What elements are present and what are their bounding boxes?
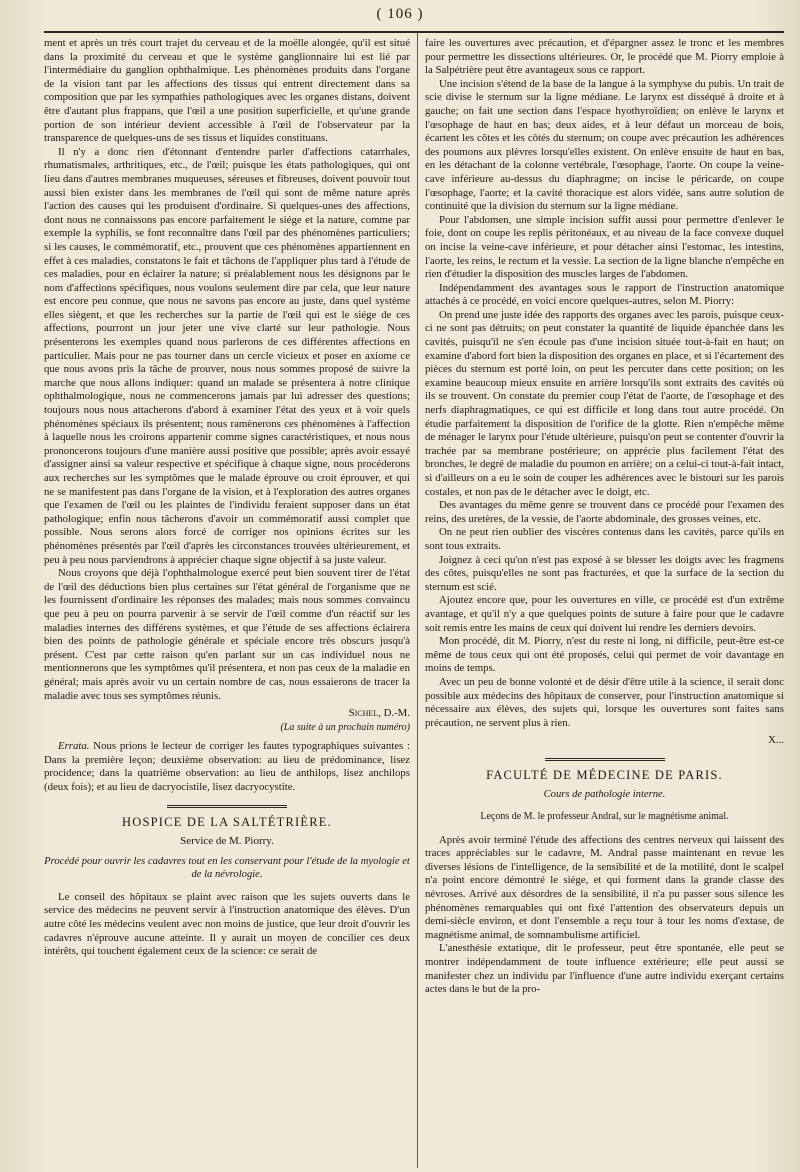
article-paragraph: Mon procédé, dit M. Piorry, n'est du reste ni long, ni difficile, peut-être est-ce même de tous ceux qui ont été proposés, celui qui permet de voir davantage en moins de temps.	[425, 635, 784, 675]
article-paragraph: Ajoutez encore que, pour les ouvertures en ville, ce procédé est d'un extrême avantage, et qu'il n'y a que quelques points de suture à faire pour que le cadavre soit remis entre les mains de ceux qui doivent lui rendre les derniers devoirs.	[425, 594, 784, 634]
section-rule	[167, 805, 287, 808]
header-rule	[44, 31, 784, 33]
article-paragraph: Une incision s'étend de la base de la langue à la symphyse du pubis. Un trait de scie divise le sternum sur la ligne médiane. Le larynx est disséqué à droite et à gauche; on fait une section dans l'espace hyothyroïdien; on enlève le larynx et l'œsophage de haut en bas; deux aides, et à leur défaut un morceau de bois, écartent les côtes et les côtés du sternum; on coupe avec précaution les adhérences des poumons aux plèvres lorsqu'elles existent. On enlève ensuite de haut en bas, en les détachant de la colonne vertébrale, l'œsophage, l'aorte. On coupe la veine-cave inférieure au-dessus du diaphragme; on incise le péricarde, on coupe l'œsophage, l'aorte; et la cavité thoracique est alors vidée, sans autre solution de continuité que la division du sternum sur la ligne médiane.	[425, 77, 784, 213]
article-paragraph: Pour l'abdomen, une simple incision suffit aussi pour permettre d'enlever le foie, dont on coupe les replis péritonéaux, et au niveau de la face convexe duquel on incise la veine-cave inférieure, et pour détacher ainsi l'estomac, les intestins, l'aorte, les reins, le rectum et la vessie. La section de la ligne blanche n'empêche en rien d'étudier la disposition des muscles larges de l'abdomen.	[425, 213, 784, 281]
errata-heading: Errata.	[58, 740, 90, 753]
article-paragraph: On ne peut rien oublier des viscères contenus dans les cavités, parce qu'ils en sont tous extraits.	[425, 526, 784, 552]
page-number: ( 106 )	[376, 6, 424, 22]
author-signature: X...	[768, 734, 784, 747]
errata-block	[44, 740, 410, 794]
service-heading: Service de M. Piorry.	[180, 835, 274, 848]
hospice-heading: HOSPICE DE LA SALTÉTRIÈRE.	[122, 814, 332, 829]
lecture-heading: Leçons de M. le professeur Andral, sur le magnétisme animal.	[480, 811, 729, 823]
continuation-note: (La suite à un prochain numéro)	[280, 721, 410, 733]
author-signature: Sichel, D.-M.	[348, 707, 410, 720]
article-paragraph: Il n'y a donc rien d'étonnant d'entendre parler d'affections catarrhales, rhumatismales, arthritiques, etc., de l'œil; puisque les états pathologiques, qui ont lieu dans d'autres membranes muqueuses, séreuses et fibreuses, doivent pouvoir tout aussi bien exister dans les membranes de l'œil qui sont de même nature après l'action des causes qui les produisent d'ordinaire. Si quelques-unes des affections, dont nous ne connaissons pas encore parfaitement le siége et la nature, comme par exemple la syphilis, se font reconnaître dans l'œil par des phénomènes particuliers; si les causes, le commémoratif, etc., prouvent que ces phénomènes appartiennent en effet à ces maladies, constatons le fait et tâchons de l'appliquer plus tard à l'étude de ces maladies, pour en éclairer la nature; si préalablement nous les désignons par le nom d'affections spécifiques, nous voulons seulement dire par cela, que leur nature est encore peu connue, que nous ne savons pas encore au juste, dans quel système elles siègent, et que les recherches sur la partie de l'œil qui est le siége de ces affections, pourront un jour jeter une vive clarté sur leur pathologie. Nous présenterons les exemples quand nous parlerons de ces différentes affections en particulier. Mais pour ne pas tourner dans un cercle vicieux et poser en axiome ce que nous avons pris la tâche de prouver, nous nous sommes proposé de suivre la marche que nous allons indiquer: quand un malade se présentera à notre clinique ophthalmologique, nous ne commencerons jamais par lui adresser des questions; toujours nous nous attacherons d'abord à examiner l'état des yeux et à voir quels phénomènes spéciaux ils présentent; nous ramènerons ces phénomènes à l'affection à laquelle nous les croirons appartenir comme signes caractéristiques, et nous nous prononcerons toujours d'une manière aussi positive que possible; après avoir essayé d'assigner ainsi sa valeur respective et spécifique à chaque signe, nous procéderons aux recherches sur les symptômes que le malade éprouve ou croit éprouver, et qui ne se manifestent pas dans l'organe de la vision, et à l'exploration des autres organes que l'examen de l'œil ou les plaintes de l'individu feraient supposer dans un état pathologique; enfin nous tâcherons d'avoir un commémoratif aussi complet que possible. Nous serons alors forcé de corriger nos opinions écrites sur les phénomènes présentés par l'œil d'après les circonstances trouvées ultérieurement, et peu à peu nous parviendrons à apprécier chaque signe objectif à sa juste valeur.	[44, 145, 410, 566]
procedure-subheading: Procédé pour ouvrir les cadavres tout en les conservant pour l'étude de la myologie et de la névrologie.	[44, 855, 410, 880]
article-paragraph: Indépendamment des avantages sous le rapport de l'instruction anatomique attachés à ce procédé, en voici encore quelques-autres, selon M. Piorry:	[425, 281, 784, 308]
article-paragraph: On prend une juste idée des rapports des organes avec les parois, puisque ceux-ci ne sont pas détruits; on peut constater la quantité de liquide épanchée dans les cavités, puisqu'il ne s'en écoule pas d'une incision située tout-à-fait en haut; on examine d'abord fort bien la disposition des organes en place, et si l'écartement des pièces du sternum est porté loin, on peut les percuter dans cette position; on les examine beaucoup mieux ensuite en arrière lorsqu'ils sont extraits des cavités où ils se trouvent. On constate du premier coup l'état de l'aorte, de l'œsophage et des nerfs diaphragmatiques, ce qui est difficile et long dans tout autre procédé. On étudie parfaitement la disposition de l'orifice de la glotte. Rien n'empêche même de ménager le larynx pour l'étude ultérieure, puisqu'on peut se contenter d'ouvrir la trachée par sa membrane postérieure; on apprécie plus facilement l'état des bronches, le degré de maladie du poumon en arrière; on a celui-ci tout-à-fait intact, si d'ailleurs on a eu le soin de couper les adhérences avec le bistouri sur les parois costales, et non pas de le détacher avec le doigt, etc.	[425, 308, 784, 498]
article-paragraph: Nous croyons que déjà l'ophthalmologue exercé peut bien souvent tirer de l'état de l'œil des déductions bien plus certaines sur l'état général de l'organisme que ne les fournissent d'ordinaire les réponses des malades; mais nous sommes convaincu que peu à peu on pourra parvenir à se servir de l'œil comme d'un réactif sur les maladies internes des différens systèmes, et que l'étude de ses affections éclairera bien des points de pathologie générale et spéciale encore très obscurs jusqu'à présent. C'est par cette raison qu'en parlant sur un cas individuel nous ne mentionnerons que les symptômes qu'il présentera, et non pas ceux de la maladie en général; mais après avoir vu un certain nombre de cas, nous essaierons de tracer la maladie avec tous ses symptômes réunis.	[44, 567, 410, 702]
article-paragraph: ment et après un très court trajet du cerveau et de la moëlle alongée, qu'il est situé dans la proximité du cerveau et que le système ganglionnaire lui est lié par l'intermédiaire du ganglion ophthalmique. Les phénomènes produits dans l'organe de la vision tant par les affections des tissus qui entrent directement dans sa composition que par les sympathies pathologiques avec les organes distans, doivent être d'autant plus frappans, que l'œil a une position superficielle, et qu'une grande portion de son intérieur devient accessible à l'œil de l'observateur par la transparence de quelques-uns de ses tissus et liquides constituans.	[44, 37, 410, 145]
article-paragraph: L'anesthésie extatique, dit le professeur, peut être spontanée, elle peut se montrer indépendamment de toute influence extérieure; elle peut aussi se manifester chez un individu par l'influence d'une autre individu exerçant certains actes dans le but de la pro-	[425, 942, 784, 996]
right-column	[425, 37, 784, 1165]
errata-text: Nous prions le lecteur de corriger les fautes typographiques suivantes : Dans la première leçon; deuxième observation: au lieu de prédominance, lisez procidence; dans la quatrième observation: au lieu de anthilops, lisez anchilops (deux fois); et au lieu de dacryocistile, lisez dacryocystite.	[44, 740, 410, 794]
column-divider	[417, 33, 418, 1168]
article-paragraph: Le conseil des hôpitaux se plaint avec raison que les sujets ouverts dans le service des médecins ne peuvent servir à l'instruction anatomique des élèves. D'un autre côté les médecins veulent avec non moins de justice, que leur droit d'ouvrir les cadavres n'éprouve aucune atteinte. Il y aurait un moyen de concilier ces deux intérêts, qui touchent également ceux de la science: ce serait de	[44, 890, 410, 958]
course-heading: Cours de pathologie interne.	[543, 789, 666, 801]
article-paragraph: faire les ouvertures avec précaution, et d'épargner assez le tronc et les membres pour permettre les dissections ultérieures. Or, le procédé que M. Piorry emploie à la Salpétrière peut être avantageux sous ce rapport.	[425, 37, 784, 77]
article-paragraph: Après avoir terminé l'étude des affections des centres nerveux qui laissent des traces appréciables sur le cadavre, M. Andral passe maintenant en revue les diverses lésions de l'intelligence, de la sensibilité et de la motilité, dont le scalpel n'a point encore démontré le siége, et qui forment dans la grande classe des névroses. Arrivé aux désordres de la sensibilité, il n'a pu passer sous silence les phénomènes remarquables qui ont fixé l'attention des observateurs depuis un demi-siècle environ, et dont l'ensemble a reçu tour à tour les noms d'extase, de magnétisme animal, de somnambulisme artificiel.	[425, 833, 784, 941]
article-paragraph: Joignez à ceci qu'on n'est pas exposé à se blesser les doigts avec les fragmens des côtes, puisqu'elles ne sont pas fracturées, et que la surface de la section du sternum est scié.	[425, 553, 784, 593]
article-paragraph: Des avantages du même genre se trouvent dans ce procédé pour l'examen des reins, des uretères, de la vessie, de l'aorte abdominale, des grosses veines, etc.	[425, 499, 784, 525]
section-rule	[545, 758, 665, 761]
article-paragraph: Avec un peu de bonne volonté et de désir d'être utile à la science, il serait donc possible aux médecins des hôpitaux de conserver, pour l'instruction anatomique si nécessaire aux élèves, des sujets qui, lorsque les ouvertures sont faites sans précaution, ne servent plus à rien.	[425, 675, 784, 729]
left-column	[44, 37, 410, 1165]
faculty-heading: FACULTÉ DE MÉDECINE DE PARIS.	[486, 767, 723, 782]
